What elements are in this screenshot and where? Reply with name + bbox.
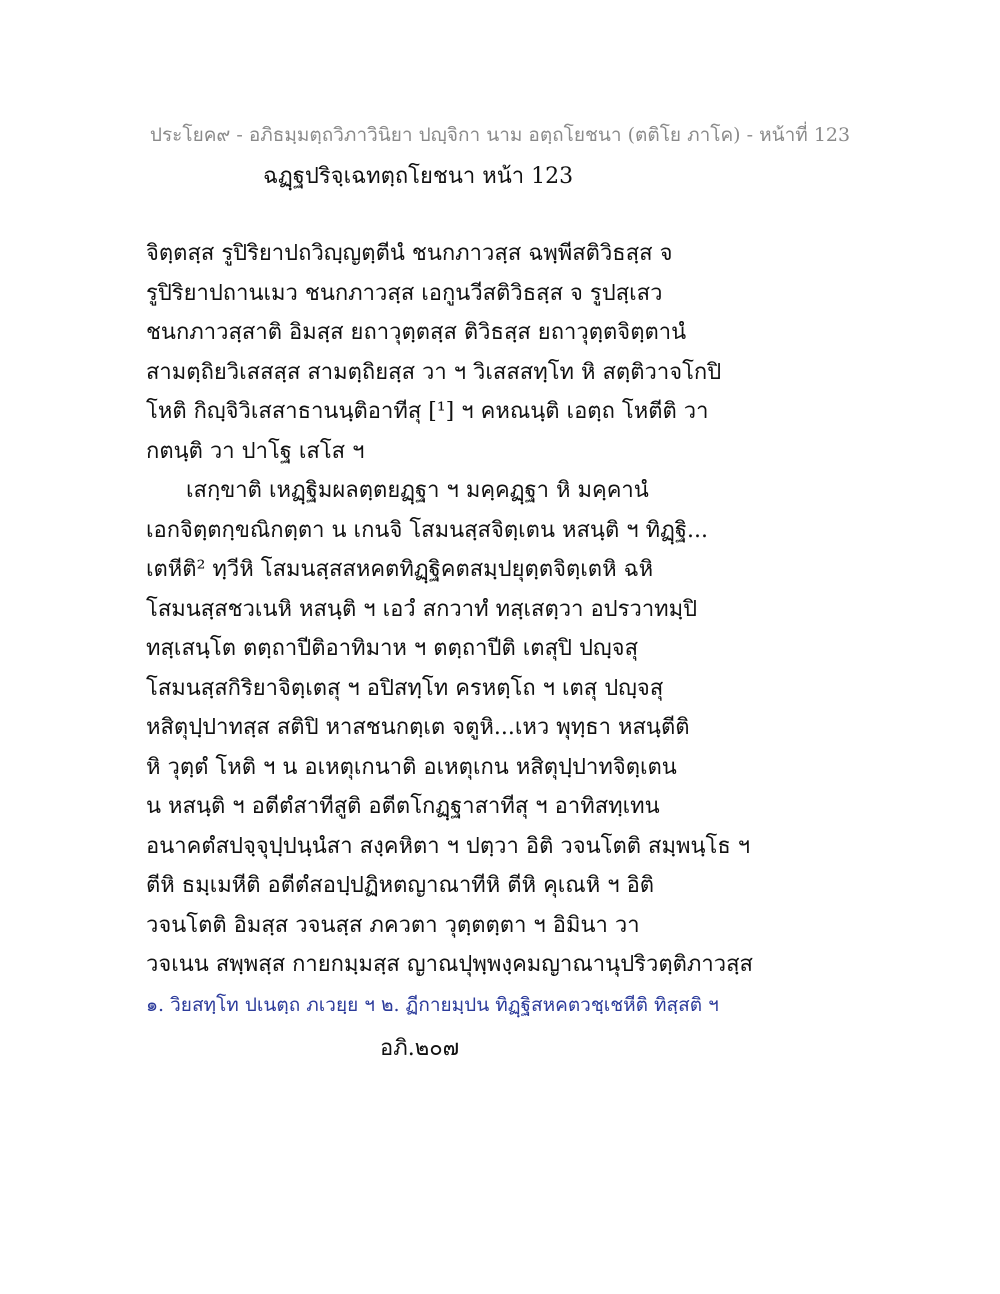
text-line: วจนโตติ อิมสฺส วจนสฺส ภควตา วุตฺตตฺตา ฯ อิมินา วา (146, 912, 640, 938)
text-line: โหติ กิญฺจิวิเสสาธานนฺติอาทีสุ [¹] ฯ คหณนฺติ เอตฺถ โหตีติ วา (146, 399, 709, 424)
page-reference: อภิ.๒๐๗ (380, 1036, 460, 1061)
text-line: ตีหิ ธมฺเมหีติ อตีตํสอปฺปฏิหตญาณาทีหิ ตีหิ คุเณหิ ฯ อิติ (146, 873, 655, 898)
text-line: อนาคตํสปจฺจุปฺปนฺนํสา สงฺคหิตา ฯ ปตฺวา อิติ วจนโตติ สมฺพนฺโธ ฯ (146, 833, 751, 859)
text-line: น หสนฺติ ฯ อตีตํสาทีสูติ อตีตโกฏฺฐาสาทีสุ ฯ อาทิสทฺเทน (146, 794, 660, 819)
footnote: ๑. วิยสทฺโท ปเนตฺถ ภเวยฺย ฯ ๒. ฏีกายมฺปน ทิฏฺฐิสหคตวชฺเชหีติ ทิสฺสติ ฯ (146, 994, 719, 1016)
text-line: กตนฺติ วา ปาโฐ เสโส ฯ (146, 438, 365, 464)
text-line: หสิตุปฺปาทสฺส สติปิ หาสชนกตฺเต จตูหิ...เหว พุทฺธา หสนฺตีติ (146, 715, 690, 740)
text-line: สามตฺถิยวิเสสสฺส สามตฺถิยสฺส วา ฯ วิเสสสทฺโท หิ สตฺติวาจโกปิ (146, 359, 722, 385)
text-line: เตหีติ² ทฺวีหิ โสมนสฺสสหคตทิฏฺฐิคตสมฺปยุตฺตจิตฺเตหิ ฉหิ (146, 557, 654, 582)
running-header: ประโยค๙ - อภิธมฺมตฺถวิภาวินิยา ปญฺจิกา นาม อตฺถโยชนา (ตติโย ภาโค) - หน้าที่ 123 (149, 124, 851, 146)
text-line: ทสฺเสนฺโต ตตฺถาปีติอาทิมาห ฯ ตตฺถาปีติ เตสุปิ ปญฺจสุ (146, 636, 638, 661)
text-line: โสมนสฺสชวเนหิ หสนฺติ ฯ เอวํ สกวาทํ ทสฺเสตฺวา อปรวาทมฺปิ (146, 596, 698, 622)
text-line: โสมนสฺสกิริยาจิตฺเตสุ ฯ อปิสทฺโท ครหตฺโถ ฯ เตสุ ปญฺจสุ (146, 675, 664, 701)
text-line: รูปิริยาปถานเมว ชนกภาวสฺส เอกูนวีสติวิธสฺส จ รูปสฺเสว (146, 280, 663, 306)
body-text (146, 234, 846, 985)
text-line: วจเนน สพฺพสฺส กายกมฺมสฺส ญาณปุพฺพงฺคมญาณานุปริวตฺติภาวสฺส (146, 952, 753, 977)
text-line: ชนกภาวสฺสาติ อิมสฺส ยถาวุตฺตสฺส ติวิธสฺส ยถาวุตฺตจิตฺตานํ (146, 320, 687, 345)
text-line: หิ วุตฺตํ โหติ ฯ น อเหตุเกนาติ อเหตุเกน หสิตุปฺปาทจิตฺเตน (146, 754, 677, 780)
text-line: เอกจิตฺตกฺขณิกตฺตา น เกนจิ โสมนสฺสจิตฺเตน หสนฺติ ฯ ทิฏฺฐิ... (146, 517, 708, 543)
text-line: จิตฺตสฺส รูปิริยาปถวิญฺญตฺตีนํ ชนกภาวสฺส ฉพฺพีสติวิธสฺส จ (146, 241, 673, 266)
chapter-title: ฉฏฺฐปริจฺเฉทตฺถโยชนา หน้า 123 (263, 164, 574, 189)
text-line: เสกฺขาติ เหฏฺฐิมผลตฺตยฏฺฐา ฯ มคฺคฏฺฐา หิ มคฺคานํ (186, 478, 649, 503)
